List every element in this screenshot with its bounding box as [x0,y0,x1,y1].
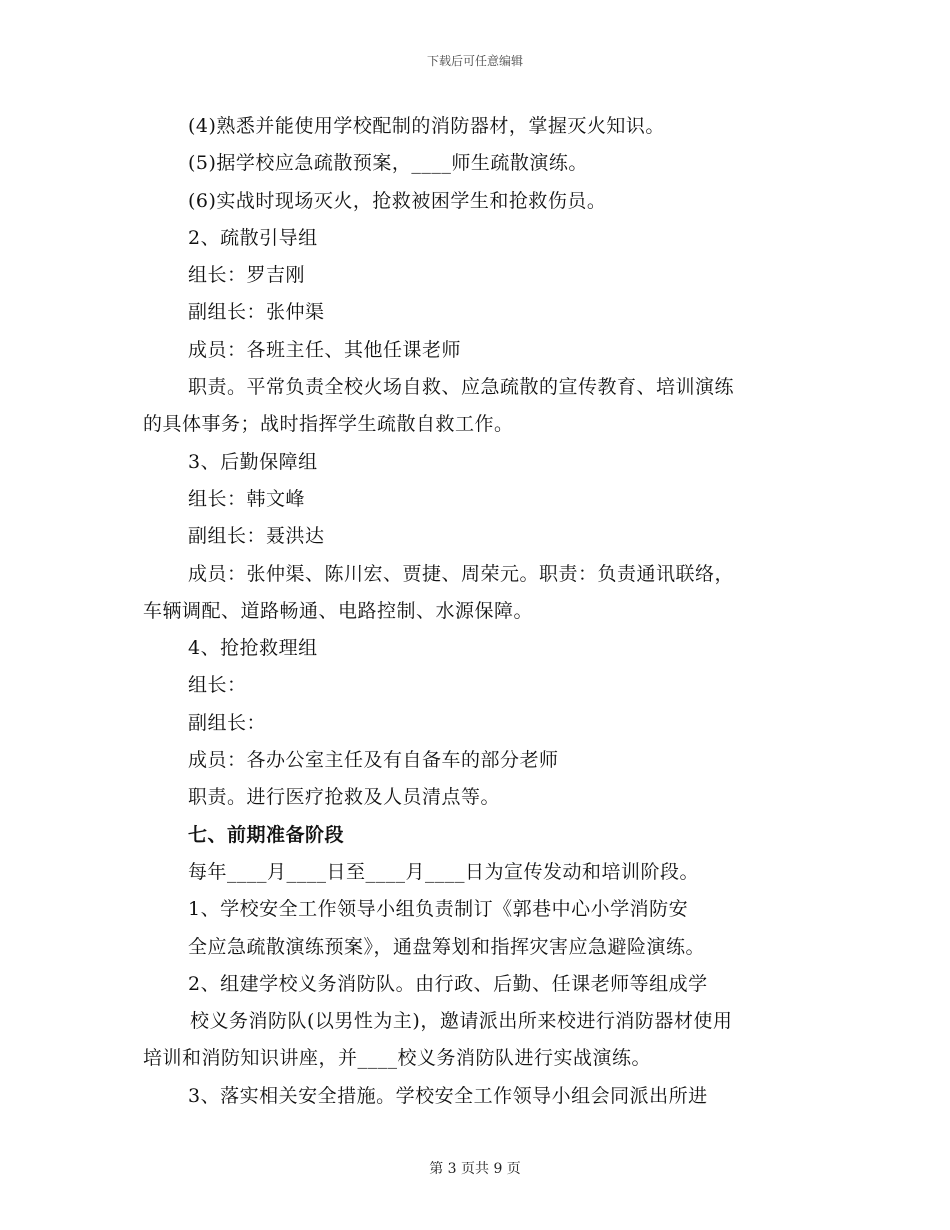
section-heading-logistics-group: 3、后勤保障组 [188,450,318,473]
text-line-item-1: 1、学校安全工作领导小组负责制订《郭巷中心小学消防安 [188,898,689,921]
page-header: 下载后可任意编辑 [426,54,523,68]
text-line-members-cont: 车辆调配、道路畅通、电路控制、水源保障。 [143,599,534,622]
section-heading-evacuation-group: 2、疏散引导组 [188,226,318,249]
text-line-item-2-cont: 培训和消防知识讲座，并____校义务消防队进行实战演练。 [143,1047,652,1070]
text-line-duty-5: (5)据学校应急疏散预案，____师生疏散演练。 [188,152,588,175]
text-line-item-2-cont: 校义务消防队(以男性为主)，邀请派出所来校进行消防器材使用 [190,1010,733,1033]
text-line-duty-6: (6)实战时现场灭火，抢救被困学生和抢救伤员。 [188,189,607,212]
text-line-members: 成员：各班主任、其他任课老师 [188,338,462,361]
text-line-item-2: 2、组建学校义务消防队。由行政、后勤、任课老师等组成学 [188,972,708,995]
text-line-group-leader: 组长： [188,674,247,697]
text-line-group-leader: 组长：韩文峰 [188,487,306,510]
page-number: 第 3 页共 9 页 [429,1161,521,1177]
text-line-group-leader: 组长：罗吉刚 [188,264,306,287]
text-line-item-1-cont: 全应急疏散演练预案》，通盘筹划和指挥灾害应急避险演练。 [188,935,706,958]
text-line-item-3: 3、落实相关安全措施。学校安全工作领导小组会同派出所进 [188,1084,708,1107]
text-line-deputy-leader: 副组长： [188,711,267,734]
text-line-members: 成员：各办公室主任及有自备车的部分老师 [188,749,559,772]
text-line-deputy-leader: 副组长：张仲渠 [188,301,325,324]
text-line-deputy-leader: 副组长：聂洪达 [188,525,325,548]
text-line-duties: 职责。进行医疗抢救及人员清点等。 [188,786,501,809]
text-line-duties-cont: 的具体事务；战时指挥学生疏散自救工作。 [143,413,514,436]
document-body [143,108,813,1115]
section-heading-rescue-group: 4、抢抢救理组 [188,637,318,660]
text-line-schedule: 每年____月____日至____月____日为宣传发动和培训阶段。 [188,860,700,883]
text-line-duties: 职责。平常负责全校火场自救、应急疏散的宣传教育、培训演练 [188,376,735,399]
section-heading-preparation-stage: 七、前期准备阶段 [188,823,345,846]
text-line-members: 成员：张仲渠、陈川宏、贾捷、周荣元。职责：负责通讯联络， [188,562,735,585]
text-line-duty-4: (4)熟悉并能使用学校配制的消防器材，掌握灭火知识。 [188,115,665,137]
